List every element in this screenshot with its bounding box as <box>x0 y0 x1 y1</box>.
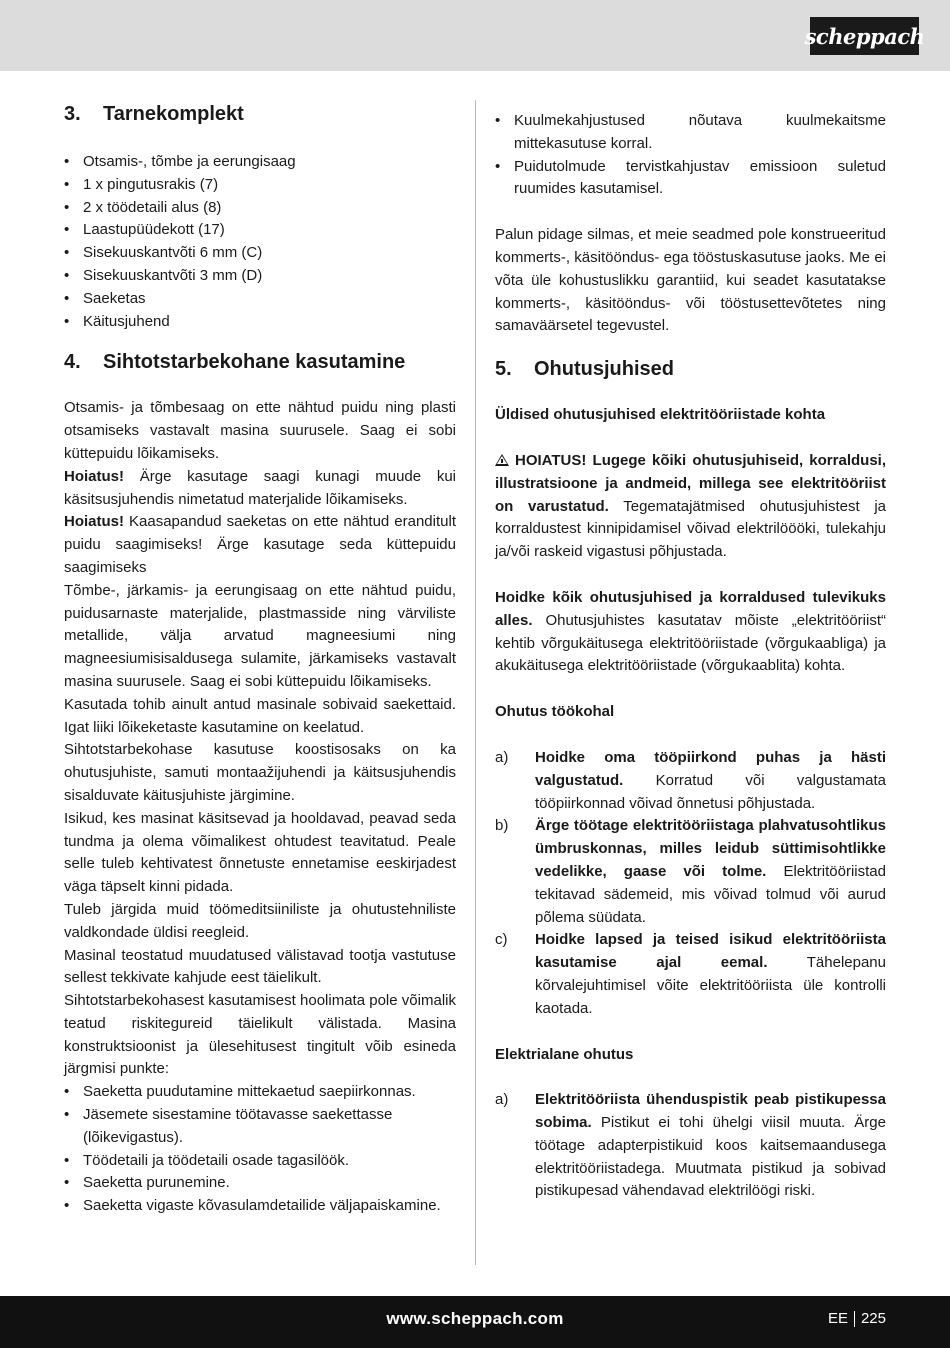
list-item: • Sisekuuskantvõti 3 mm (D) <box>64 265 456 288</box>
list-item: • Jäsemete sisestamine töötavasse saekettasse (lõikevigastus). <box>64 1104 456 1150</box>
warning-paragraph <box>495 450 886 564</box>
subheading: Elektrialane ohutus <box>495 1045 634 1063</box>
list-item <box>495 747 886 815</box>
paragraph: Sihtotstarbekohasest kasutamisest hoolimata pole võimalik teatud riskitegureid täielikult välistada. Masina konstruktsioonist ja ülesehitusest tingitult võib esineda järgmisi punkte: <box>64 992 456 1078</box>
list-item <box>495 815 886 929</box>
list-item: • Puidutolmude tervistkahjustav emissioon suletud ruumides kasutamisel. <box>495 156 886 202</box>
paragraph-text: Tegematajätmised ohutusjuhistest ja korraldustest kinnipidamisel võivad elektrilöööki, tulekahju ja/või raskeid vigastusi põhjustada. <box>495 497 886 561</box>
list-item: • 2 x töödetaili alus (8) <box>64 197 456 220</box>
item-letter: b) <box>495 817 509 835</box>
item-text: Pistikut ei tohi ühelgi viisil muuta. Ärge töötage adapterpistikuid koos kaitsemaandusega elektritööriistadega. Muutmata pistikud ja sobivad pistikupesad vähendavad elektrilöögi riski. <box>535 1114 886 1200</box>
item-text: Elektritööriistad tekitavad sädemeid, mis võivad tolmud või aurud põlema süüdata. <box>535 862 886 926</box>
paragraph <box>495 587 886 678</box>
item-letter: a) <box>495 1091 509 1109</box>
risk-list-continued <box>495 110 886 201</box>
section-title: Tarnekomplekt <box>103 103 244 125</box>
paragraph <box>64 466 456 512</box>
risk-list <box>64 1081 456 1218</box>
paragraph: Palun pidage silmas, et meie seadmed pole konstrueeritud kommerts-, käsitööndus- ega tööstuskasutuse jaoks. Me ei võta üle kohustuslikku garantiid, kui seadet kasutatakse kommerts-, käsitööndus- või tööstusettevõtetes ning samaväärsetel tegevustel. <box>495 226 886 335</box>
list-item: • Saeketta vigaste kõvasulamdetailide väljapaiskamine. <box>64 1195 456 1218</box>
section-number: 5. <box>495 358 512 381</box>
header-bar <box>0 0 950 71</box>
electrical-list <box>495 1089 886 1203</box>
page-number: 225 <box>860 1310 886 1327</box>
paragraph: Isikud, kes masinat käsitsevad ja hooldavad, peavad seda tundma ja olema võimalikest ohtudest teavitatud. Peale selle tuleb kehtivatest õnnetuste ennetamise eeskirjadest väga täpselt kinni pidada. <box>64 809 456 896</box>
warning-label: Hoiatus! <box>64 467 124 485</box>
section-4-heading <box>64 348 456 376</box>
language-code: EE <box>827 1310 848 1327</box>
subheading: Ohutus töökohal <box>495 703 615 721</box>
paragraph: Otsamis- ja tõmbesaag on ette nähtud puidu ning plasti otsamiseks vastavalt masina suurusele. Saag ei sobi küttepuidu lõikamiseks. <box>64 399 456 462</box>
bold-text: Ärge töötage elektritööriistaga plahvatusohtlikus ümbruskonnas, milles leidub süttimisohtlikke vedelikke, gaase või tolme. <box>535 817 886 880</box>
paragraph <box>64 511 456 579</box>
column-divider <box>475 100 476 1265</box>
item-letter: a) <box>495 748 509 766</box>
left-column <box>64 100 456 1218</box>
list-item: • Saeketta puudutamine mittekaetud saepiirkonnas. <box>64 1081 456 1104</box>
list-item: • Töödetaili ja töödetaili osade tagasilöök. <box>64 1150 456 1173</box>
brand-logo: scheppach <box>810 17 919 55</box>
item-text: Tähelepanu kõrvalejuhtimisel võite elektritööriista üle kontrolli kaotada. <box>535 954 886 1017</box>
delivery-list <box>64 151 456 333</box>
subheading: Üldised ohutusjuhised elektritööriistade kohta <box>495 406 826 424</box>
intended-use-body <box>64 397 456 1218</box>
list-item <box>495 929 886 1020</box>
warning-bold-text: HOIATUS! Lugege kõiki ohutusjuhiseid, korraldusi, illustratsioone ja andmeid, millega see elektritööriist on varustatud. <box>495 451 886 515</box>
footer-bar <box>0 1296 950 1348</box>
list-item: • Kuulmekahjustused nõutava kuulmekaitsme mittekasutuse korral. <box>495 110 886 156</box>
section-5-heading <box>495 355 886 383</box>
bold-text: Hoidke lapsed ja teised isikud elektritööriista kasutamise ajal eemal. <box>535 931 886 972</box>
page-indicator <box>828 1310 886 1327</box>
list-item: • Saeketas <box>64 288 456 311</box>
section-3-heading <box>64 100 456 128</box>
separator <box>854 1311 855 1327</box>
list-item: • Käitusjuhend <box>64 311 456 334</box>
right-column <box>495 110 886 1203</box>
list-item: • Saeketta purunemine. <box>64 1172 456 1195</box>
section-number: 4. <box>64 351 81 374</box>
paragraph: Masinal teostatud muudatused välistavad tootja vastutuse sellest tekkivate kahjude eest täielikult. <box>64 946 456 987</box>
bold-text: Elektritööriista ühenduspistik peab pistikupessa sobima. <box>535 1091 886 1132</box>
paragraph-text: Kaasapandud saeketas on ette nähtud eranditult puidu saagimiseks! Ärge kasutage seda küttepuidu saagimiseks <box>64 513 456 576</box>
paragraph: Tõmbe-, järkamis- ja eerungisaag on ette nähtud puidu, puidusarnaste materjalide, plastmasside ning värviliste metallide, välja arvatud magneesiumi ning magneesiumisisaldusega sulamite, järkamiseks vastavalt masina suurusele. Saag ei sobi küttepuidu lõikamiseks. <box>64 581 456 690</box>
section-title: Sihtotstarbekohane kasutamine <box>103 351 406 374</box>
list-item: • 1 x pingutusrakis (7) <box>64 174 456 197</box>
paragraph: Tuleb järgida muid töömeditsiiniliste ja ohutustehniliste valdkondade üldisi reegleid. <box>64 900 456 941</box>
list-item: • Laastupüüdekott (17) <box>64 219 456 242</box>
list-item: • Otsamis-, tõmbe ja eerungisaag <box>64 151 456 174</box>
paragraph-text: Ärge kasutage saagi kunagi muude kui käsitsusjuhendis nimetatud materjalide lõikamiseks. <box>64 467 456 508</box>
paragraph: Sihtotstarbekohase kasutuse koostisosaks on ka ohutusjuhiste, samuti montaažijuhendi ja käitsusjuhendis sisalduvate käitusjuhiste järgimine. <box>64 741 456 804</box>
list-item <box>495 1089 886 1203</box>
section-number: 3. <box>64 103 81 125</box>
warning-triangle-icon <box>495 454 509 466</box>
bold-text: Hoidke kõik ohutusjuhised ja korraldused tulevikuks alles. <box>495 588 886 629</box>
workplace-list <box>495 747 886 1021</box>
warning-label: Hoiatus! <box>64 513 124 531</box>
list-item: • Sisekuuskantvõti 6 mm (C) <box>64 242 456 265</box>
bold-text: Hoidke oma tööpiirkond puhas ja hästi valgustatud. <box>535 748 886 789</box>
website-link[interactable]: www.scheppach.com <box>386 1309 564 1328</box>
section-title: Ohutusjuhised <box>534 358 674 381</box>
item-text: Korratud või valgustamata tööpiirkonnad võivad õnnetusi põhjustada. <box>535 771 886 812</box>
paragraph: Kasutada tohib ainult antud masinale sobivaid saekettaid. Igat liiki lõikeketaste kasutamine on keelatud. <box>64 695 456 736</box>
paragraph-text: Ohutusjuhistes kasutatav mõiste „elektritööriist“ kehtib võrgukäitusega elektritööriistade (võrgukaabliga) ja akukäitusega elektritööriistade (võrgukaablita) kohta. <box>495 611 886 675</box>
item-letter: c) <box>495 931 508 949</box>
